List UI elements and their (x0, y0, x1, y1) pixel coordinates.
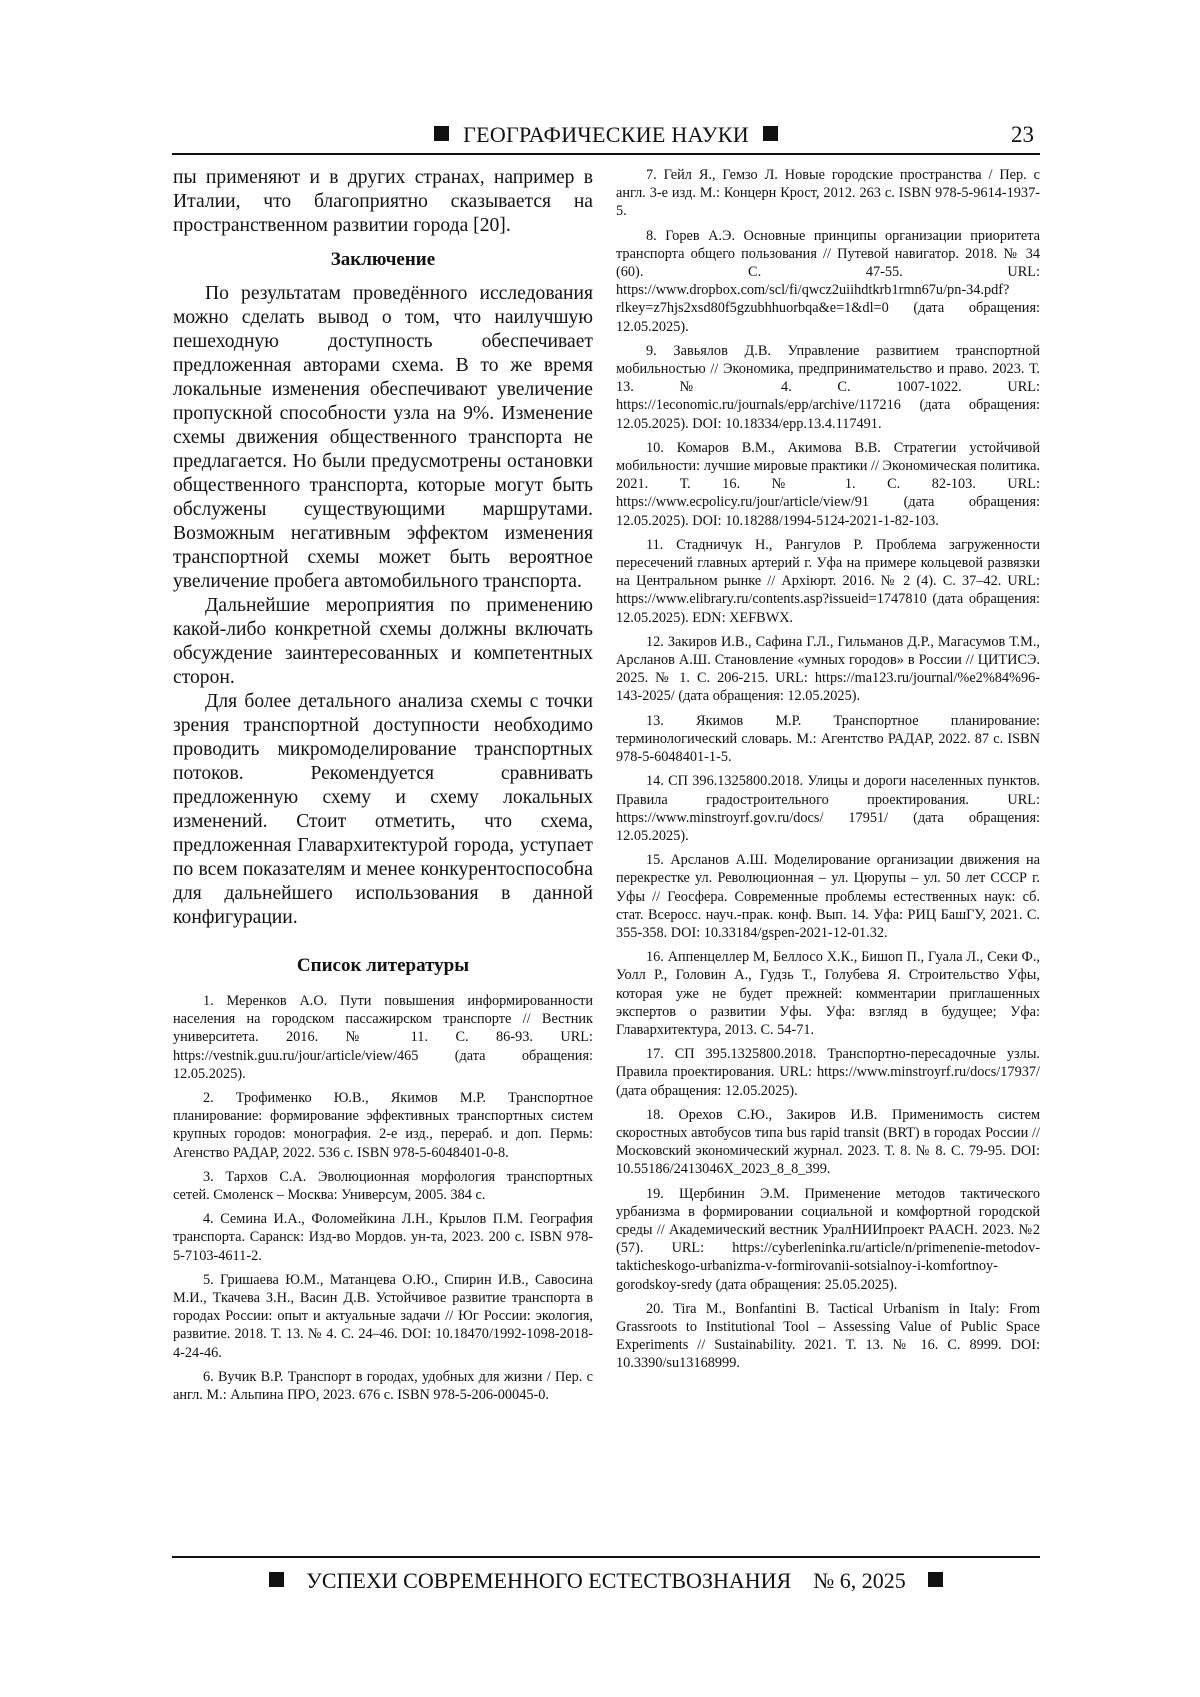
reference-item: 2. Трофименко Ю.В., Якимов М.Р. Транспортное планирование: формирование эффективных транспортных систем крупных городов: монография. 2-е изд., перераб. и доп. Пермь: Агенство РАДАР, 2022. 536 с. ISBN 978-5-6048401-0-8. (173, 1090, 593, 1161)
reference-item: 5. Гришаева Ю.М., Матанцева О.Ю., Спирин И.В., Савосина М.И., Ткачева З.Н., Васин Д.В. Устойчивое развитие транспорта в городах России: опыт и актуальные задачи // Юг России: экология, развитие. 2018. Т. 13. № 4. С. 24–46. DOI: 10.18470/1992-1098-2018-4-24-46. (173, 1271, 593, 1361)
square-bullet-icon (269, 1572, 284, 1587)
square-bullet-icon (928, 1572, 943, 1587)
conclusion-paragraph: По результатам проведённого исследования можно сделать вывод о том, что наилучшую пешеходную доступность обеспечивает предложенная авторами схема. В то же время локальные изменения обеспечивают увеличение пропускной способности узла на 9%. Изменение схемы движения общественного транспорта не предлагается. Но были предусмотрены остановки общественного транспорта, которые могут быть обслужены существующими маршрутами. Возможным негативным эффектом изменения транспортной схемы может быть вероятное увеличение пробега автомобильного транспорта. (173, 283, 593, 592)
left-column (173, 166, 593, 1410)
footer-rule (172, 1556, 1040, 1558)
references-heading: Список литературы (296, 955, 470, 976)
reference-item: 20. Tira M., Bonfantini B. Tactical Urbanism in Italy: From Grassroots to Institutional Tool – Assessing Value of Public Space Experiments // Sustainability. 2021. Т. 13. № 16. С. 8999. DOI: 10.3390/su13168999. (616, 1300, 1040, 1372)
section-name: ГЕОГРАФИЧЕСКИЕ НАУКИ (463, 122, 749, 147)
reference-item: 10. Комаров В.М., Акимова В.В. Стратегии устойчивой мобильности: лучшие мировые практики // Экономическая политика. 2021. Т. 16. № 1. С. 82-103. URL: https://www.ecpolicy.ru/jour/article/view/91 (дата обращения: 12.05.2025). DOI: 10.18288/1994-5124-2021-1-82-103. (616, 439, 1040, 529)
journal-name: УСПЕХИ СОВРЕМЕННОГО ЕСТЕСТВОЗНАНИЯ (306, 1568, 792, 1593)
continuation-paragraph: пы применяют и в других странах, например в Италии, что благоприятно сказывается на пространственном развитии города [20]. (173, 167, 593, 236)
square-bullet-icon (434, 126, 449, 141)
running-footer (172, 1565, 1040, 1597)
header-rule (172, 153, 1040, 155)
conclusion-paragraph: Для более детального анализа схемы с точки зрения транспортной доступности необходимо проводить микромоделирование транспортных потоков. Рекомендуется сравнивать предложенную схему и схему локальных изменений. Стоит отметить, что схема, предложенная Главархитектурой города, уступает по всем показателям и менее конкурентоспособна для дальнейшего использования в данной конфигурации. (173, 691, 593, 928)
reference-item: 9. Завьялов Д.В. Управление развитием транспортной мобильностью // Экономика, предпринимательство и право. 2023. Т. 13. № 4. С. 1007-1022. URL: https://1economic.ru/journals/epp/archive/117216 (дата обращения: 12.05.2025). DOI: 10.18334/epp.13.4.117491. (616, 342, 1040, 432)
reference-item: 14. СП 396.1325800.2018. Улицы и дороги населенных пунктов. Правила градостроительного проектирования. URL: https://www.minstroyrf.gov.ru/docs/ 17951/ (дата обращения: 12.05.2025). (616, 773, 1040, 844)
reference-item: 8. Горев А.Э. Основные принципы организации приоритета транспорта общего пользования // Путевой навигатор. 2018. № 34 (60). С. 47-55. URL: https://www.dropbox.com/scl/fi/qwcz2uiihdtkrb1rmn67u/pn-34.pdf?rlkey=z7hjs2xsd80f5gzubhhuorbqa&e=1&dl=0 (дата обращения: 12.05.2025). (616, 227, 1040, 335)
reference-item: 7. Гейл Я., Гемзо Л. Новые городские пространства / Пер. с англ. 3-е изд. М.: Концерн Крост, 2012. 263 с. ISBN 978-5-9614-1937-5. (616, 167, 1040, 220)
reference-item: 15. Арсланов А.Ш. Моделирование организации движения на перекрестке ул. Революционная – ул. Цюрупы – ул. 50 лет СССР г. Уфы // Геосфера. Современные проблемы естественных наук: сб. стат. Всеросс. науч.-прак. конф. Вып. 14. Уфа: РИЦ БашГУ, 2021. С. 355-358. DOI: 10.33184/gspen-2021-12-01.32. (616, 852, 1040, 941)
issue-number: № 6, 2025 (813, 1568, 906, 1593)
page-number: 23 (1011, 122, 1034, 147)
conclusion-heading: Заключение (330, 249, 436, 270)
reference-item: 1. Меренков А.О. Пути повышения информированности населения на городском пассажирском транспорте // Вестник университета. 2016. № 11. С. 86-93. URL: https://vestnik.guu.ru/jour/article/view/465 (дата обращения: 12.05.2025). (173, 993, 593, 1082)
reference-item: 18. Орехов С.Ю., Закиров И.В. Применимость систем скоростных автобусов типа bus rapid transit (BRT) в городах России // Московский экономический журнал. 2023. Т. 8. № 8. С. 79-95. DOI: 10.55186/2413046X_2023_8_8_399. (616, 1106, 1040, 1178)
reference-item: 11. Стадничук Н., Рангулов Р. Проблема загруженности пересечений главных артерий г. Уфа на примере кольцевой развязки на Центральном рынке // Архіюрт. 2016. № 2 (4). С. 37–42. URL: https://www.elibrary.ru/contents.asp?issueid=1747810 (дата обращения: 12.05.2025). EDN: XEFBWX. (616, 536, 1040, 626)
reference-item: 12. Закиров И.В., Сафина Г.Л., Гильманов Д.Р., Магасумов Т.М., Арсланов А.Ш. Становление «умных городов» в России // ЦИТИСЭ. 2025. № 1. С. 206-215. URL: https://ma123.ru/journal/%e2%84%96-143-2025/ (дата обращения: 12.05.2025). (616, 633, 1040, 705)
reference-item: 13. Якимов М.Р. Транспортное планирование: терминологический словарь. М.: Агентство РАДАР, 2022. 87 с. ISBN 978-5-6048401-1-5. (616, 712, 1040, 766)
running-header (172, 120, 1040, 152)
right-column (616, 166, 1040, 1379)
square-bullet-icon (763, 126, 778, 141)
reference-item: 4. Семина И.А., Фоломейкина Л.Н., Крылов П.М. География транспорта. Саранск: Изд-во Мордов. ун-та, 2023. 200 с. ISBN 978-5-7103-4611-2. (173, 1211, 593, 1264)
reference-item: 19. Щербинин Э.М. Применение методов тактического урбанизма в формировании социальной и комфортной городской среды // Академический вестник УралНИИпроект РААСН. 2023. №2 (57). URL: https://cyberleninka.ru/article/n/primenenie-metodov-takticheskogo-urbanizma-v-formirovanii-sotsialnoy-i-komfortnoy-gorodskoy-sredy (дата обращения: 25.05.2025). (616, 1185, 1040, 1293)
reference-item: 3. Тархов С.А. Эволюционная морфология транспортных сетей. Смоленск – Москва: Универсум, 2005. 384 с. (173, 1168, 593, 1204)
reference-item: 16. Аппенцеллер М, Беллосо Х.К., Бишоп П., Гуала Л., Секи Ф., Уолл Р., Головин А., Гудзь Т., Голубева Я. Строительство Уфы, которая уже не будет прежней: комментарии приглашенных экспертов о развитии Уфы. Уфа: взгляд в будущее; Уфа: Главархитектура, 2013. С. 54-71. (616, 949, 1040, 1038)
header-section (172, 120, 1040, 150)
conclusion-paragraph: Дальнейшие мероприятия по применению какой-либо конкретной схемы должны включать обсуждение заинтересованных и компетентных сторон. (173, 595, 593, 688)
reference-item: 17. СП 395.1325800.2018. Транспортно-пересадочные узлы. Правила проектирования. URL: https://www.minstroyrf.ru/docs/17937/ (дата обращения: 12.05.2025). (616, 1046, 1040, 1099)
reference-item: 6. Вучик В.Р. Транспорт в городах, удобных для жизни / Пер. с англ. М.: Альпина ПРО, 2023. 676 с. ISBN 978-5-206-00045-0. (173, 1368, 593, 1404)
